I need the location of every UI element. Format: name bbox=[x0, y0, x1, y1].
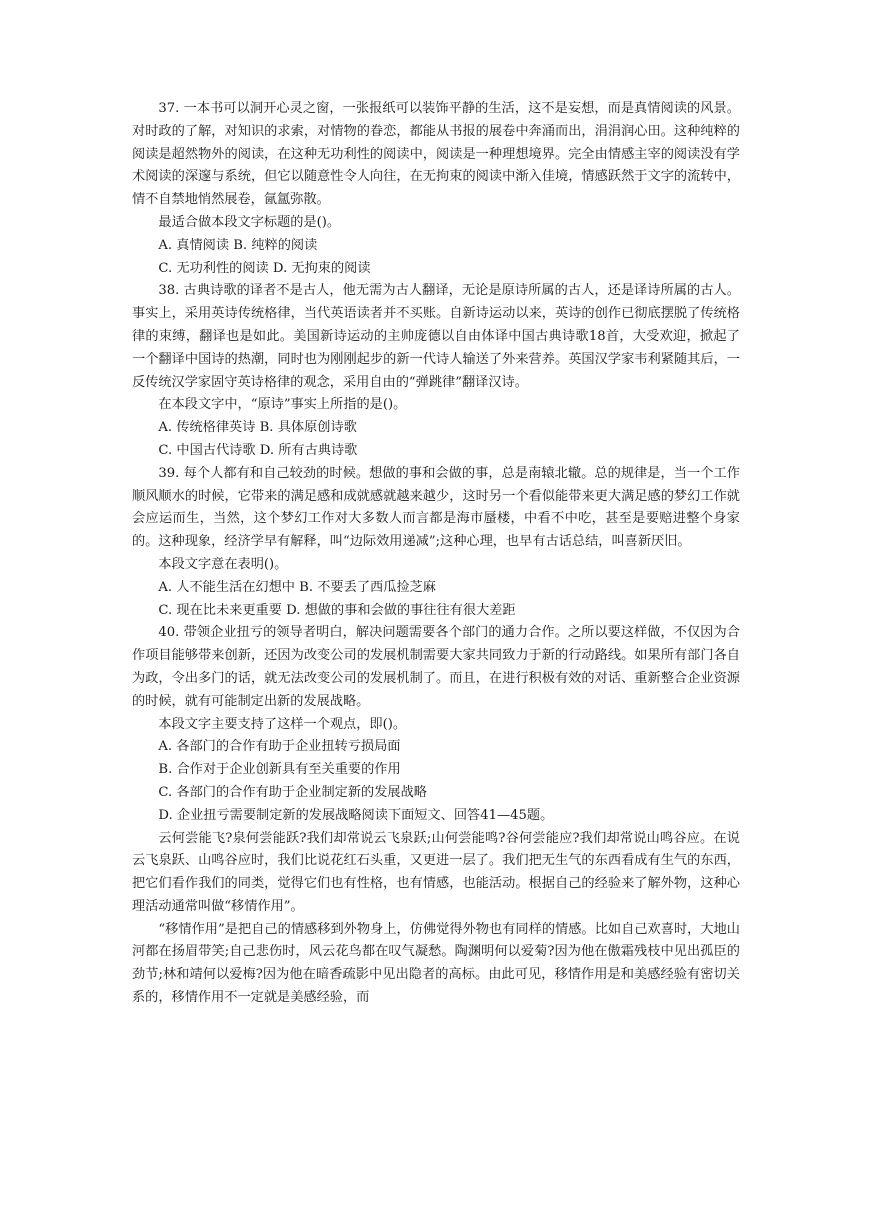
answer-option: C. 现在比未来更重要 D. 想做的事和会做的事往往有很大差距 bbox=[158, 602, 516, 618]
answer-option: C. 中国古代诗歌 D. 所有古典诗歌 bbox=[158, 442, 358, 458]
paragraph: 37. 一本书可以洞开心灵之窗，一张报纸可以装饰平静的生活，这不是妄想，而是真情阅读的风景。对时政的了解，对知识的求索，对情物的眷恋，都能从书报的展卷中奔涌而出，涓涓润心田。这种纯粹的阅读是超然物外的阅读，在这种无功利性的阅读中，阅读是一种理想境界。完全由情感主宰的阅读没有学术阅读的深邃与系统，但它以随意性令人向往，在无拘束的阅读中渐入佳境，情感跃然于文字的流转中，情不自禁地悄然展卷，氤氲弥散。 bbox=[132, 101, 740, 208]
paragraph: 40. 带领企业扭亏的领导者明白，解决问题需要各个部门的通力合作。之所以要这样做，不仅因为合作项目能够带来创新，还因为改变公司的发展机制需要大家共同致力于新的行动路线。如果所有部门各自为政，令出多门的话，就无法改变公司的发展机制了。而且，在进行积极有效的对话、重新整合企业资源的时候，就有可能制定出新的发展战略。 bbox=[132, 625, 740, 709]
answer-option: A. 真情阅读 B. 纯粹的阅读 bbox=[158, 237, 318, 253]
paragraph: 39. 每个人都有和自己较劲的时候。想做的事和会做的事，总是南辕北辙。总的规律是，当一个工作顺风顺水的时候，它带来的满足感和成就感就越来越少，这时另一个看似能带来更大满足感的梦幻工作就会应运而生，当然，这个梦幻工作对大多数人而言都是海市蜃楼，中看不中吃，甚至是要赔进整个身家的。这种现象，经济学早有解释，叫“边际效用递减”;这种心理，也早有古话总结，叫喜新厌旧。 bbox=[132, 465, 740, 550]
answer-option: A. 传统格律英诗 B. 具体原创诗歌 bbox=[158, 420, 357, 436]
answer-option: C. 无功利性的阅读 D. 无拘束的阅读 bbox=[158, 260, 371, 276]
paragraph: 最适合做本段文字标题的是()。 bbox=[158, 214, 341, 230]
answer-option: C. 各部门的合作有助于企业制定新的发展战略 bbox=[158, 784, 427, 800]
answer-option: D. 企业扭亏需要制定新的发展战略阅读下面短文、回答41—45题。 bbox=[158, 807, 554, 823]
answer-option: B. 合作对于企业创新具有至关重要的作用 bbox=[158, 762, 401, 778]
paragraph: “移情作用”是把自己的情感移到外物身上，仿佛觉得外物也有同样的情感。比如自己欢喜时，大地山河都在扬眉带笑;自己悲伤时，风云花鸟都在叹气凝愁。陶渊明何以爱菊?因为他在傲霜残枝中见出孤臣的劲节;林和靖何以爱梅?因为他在暗香疏影中见出隐者的高标。由此可见，移情作用是和美感经验有密切关系的，移情作用不一定就是美感经验，而 bbox=[132, 921, 740, 1006]
document-page bbox=[132, 98, 740, 1010]
paragraph: 本段文字主要支持了这样一个观点，即()。 bbox=[158, 716, 407, 732]
paragraph: 本段文字意在表明()。 bbox=[158, 556, 288, 572]
answer-option: A. 人不能生活在幻想中 B. 不要丢了西瓜捡芝麻 bbox=[158, 579, 436, 595]
paragraph: 在本段文字中，“原诗”事实上所指的是()。 bbox=[158, 397, 407, 413]
paragraph: 38. 古典诗歌的译者不是古人，他无需为古人翻译，无论是原诗所属的古人，还是译诗所属的古人。事实上，采用英诗传统格律，当代英语读者并不买账。自新诗运动以来，英诗的创作已彻底摆脱了传统格律的束缚，翻译也是如此。美国新诗运动的主帅庞德以自由体译中国古典诗歌18首，大受欢迎，掀起了一个翻译中国诗的热潮，同时也为刚刚起步的新一代诗人输送了外来营养。英国汉学家韦利紧随其后，一反传统汉学家固守英诗格律的观念，采用自由的“弹跳律”翻译汉诗。 bbox=[132, 283, 740, 390]
answer-option: A. 各部门的合作有助于企业扭转亏损局面 bbox=[158, 739, 401, 755]
paragraph: 云何尝能飞?泉何尝能跃?我们却常说云飞泉跃;山何尝能鸣?谷何尝能应?我们却常说山鸣谷应。在说云飞泉跃、山鸣谷应时，我们比说花红石头重，又更进一层了。我们把无生气的东西看成有生气的东西，把它们看作我们的同类，觉得它们也有性格，也有情感，也能活动。根据自己的经验来了解外物，这种心理活动通常叫做“移情作用”。 bbox=[132, 830, 740, 914]
